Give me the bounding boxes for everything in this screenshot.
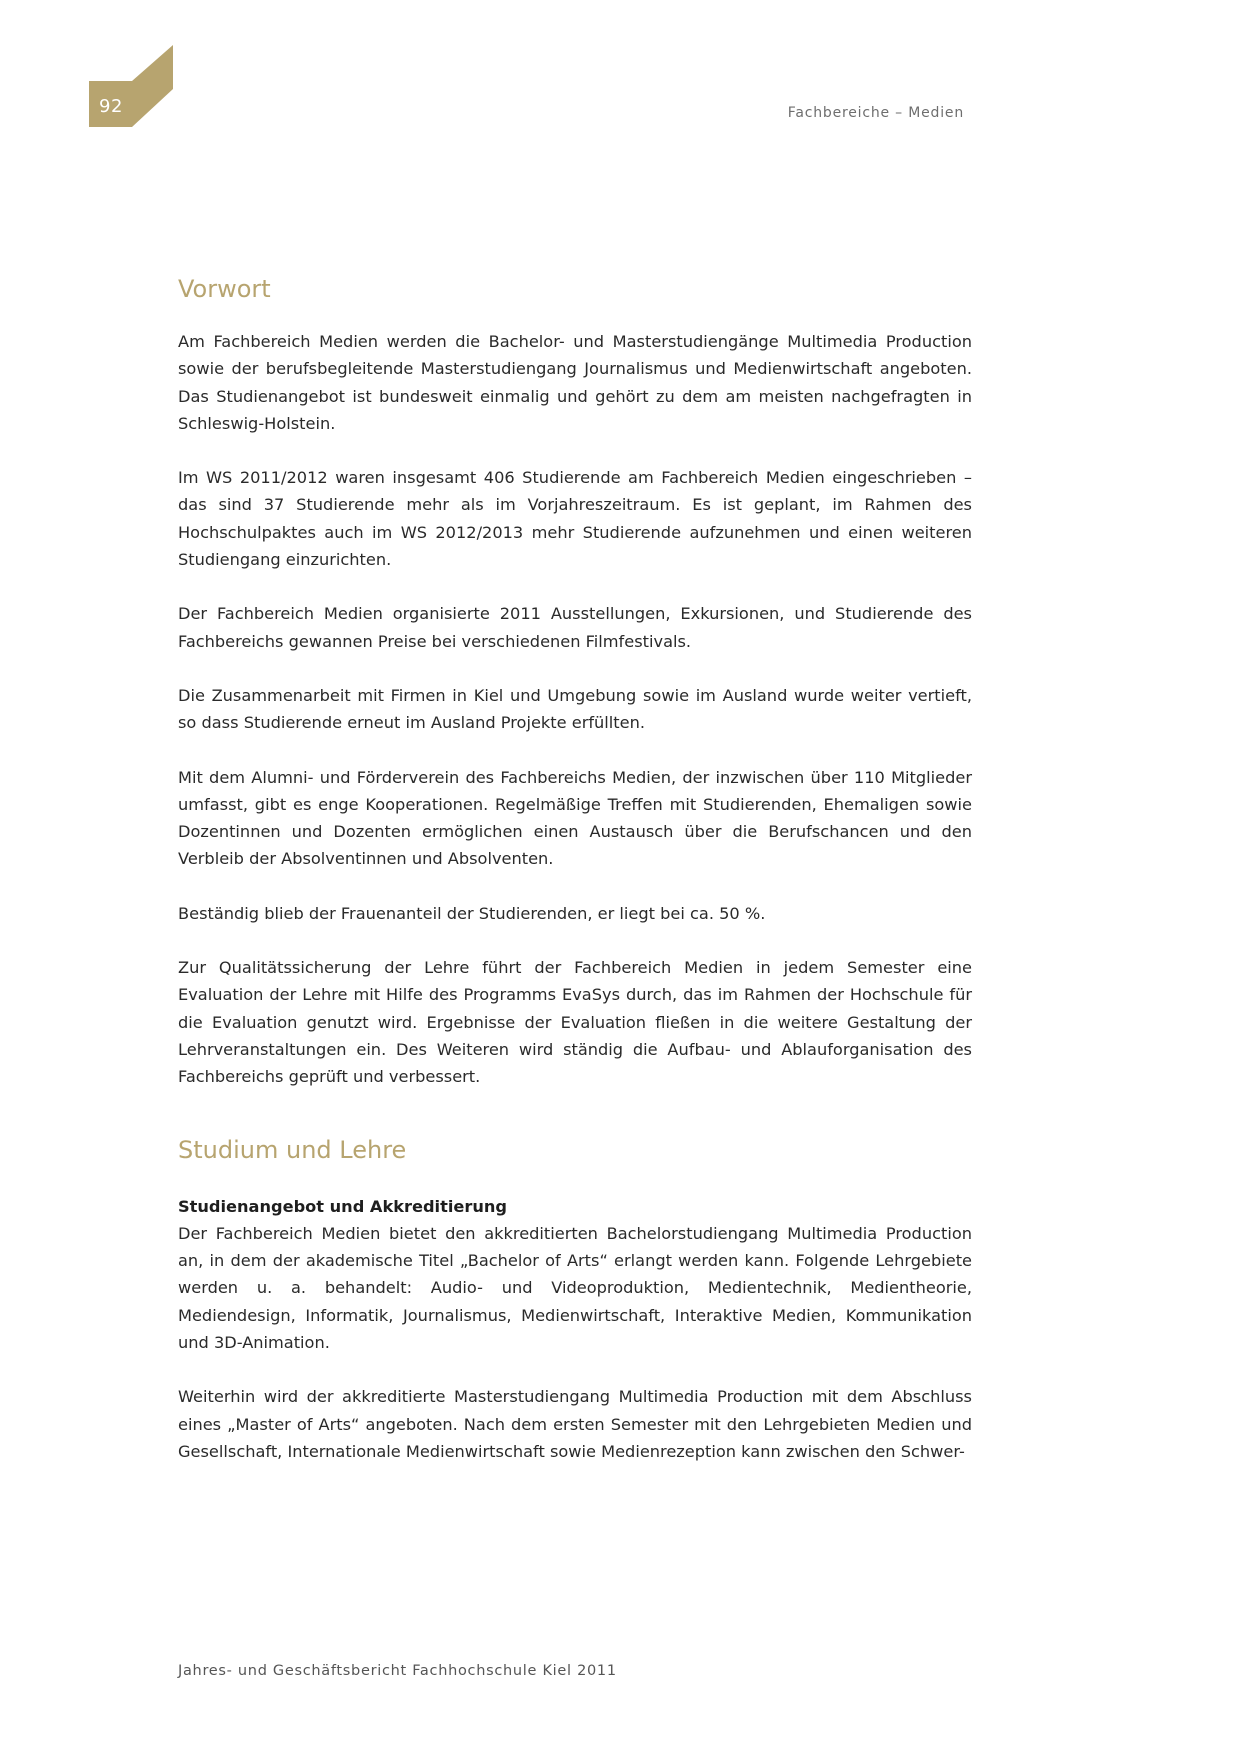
paragraph: Die Zusammenarbeit mit Firmen in Kiel und Umgebung sowie im Ausland wurde weiter vertieft, so dass Studierende erneut im Ausland Projekte erfüllten.: [178, 685, 972, 733]
main-content: [178, 272, 972, 1492]
paragraph: Der Fachbereich Medien organisierte 2011 Ausstellungen, Exkursionen, und Studierende des Fachbereichs gewannen Preise bei verschiedenen Filmfestivals.: [178, 604, 972, 651]
paragraph: Beständig blieb der Frauenanteil der Studierenden, er liegt bei ca. 50 %.: [178, 903, 766, 923]
paragraph: Der Fachbereich Medien bietet den akkreditierten Bachelorstudiengang Multimedia Production an, in dem der akademische Titel „Bachelor of Arts“ erlangt werden kann. Folgende Lehrgebiete werden u. a. behandelt: Audio- und Videoproduktion, Medientechnik, Medientheorie, Mediendesign, Informatik, Journalismus, Medienwirtschaft, Interaktive Medien, Kommunikation und 3D-Animation.: [178, 1223, 972, 1353]
page-footer: Jahres- und Geschäftsbericht Fachhochschule Kiel 2011: [178, 1663, 617, 1679]
subheading: Studienangebot und Akkreditierung: [178, 1196, 507, 1216]
paragraph: Zur Qualitätssicherung der Lehre führt der Fachbereich Medien in jedem Semester eine Evaluation der Lehre mit Hilfe des Programms EvaSys durch, das im Rahmen der Hochschule für die Evaluation genutzt wird. Ergebnisse der Evaluation fließen in die weitere Gestaltung der Lehrveranstaltungen ein. Des Weiteren wird ständig die Aufbau- und Ablauforganisation des Fachbereichs geprüft und verbessert.: [178, 958, 972, 1087]
paragraph: Im WS 2011/2012 waren insgesamt 406 Studierende am Fachbereich Medien eingeschrieben – das sind 37 Studierende mehr als im Vorjahreszeitraum. Es ist geplant, im Rahmen des Hochschulpaktes auch im WS 2012/2013 mehr Studierende aufzunehmen und einen weiteren Studiengang einzurichten.: [178, 468, 972, 570]
section-heading-vorwort: Vorwort: [178, 275, 271, 303]
paragraph: Weiterhin wird der akkreditierte Masterstudiengang Multimedia Production mit dem Abschluss eines „Master of Arts“ angeboten. Nach dem ersten Semester mit den Lehrgebieten Medien und Gesellschaft, Internationale Medienwirtschaft sowie Medienrezeption kann zwischen den Schwer-: [178, 1387, 972, 1461]
section-heading-studium: Studium und Lehre: [178, 1135, 407, 1164]
running-head: Fachbereiche – Medien: [787, 105, 964, 121]
paragraph: Am Fachbereich Medien werden die Bachelor- und Masterstudiengänge Multimedia Production sowie der berufsbegleitende Masterstudiengang Journalismus und Medienwirtschaft angeboten. Das Studienangebot ist bundesweit einmalig und gehört zu dem am meisten nachgefragten in Schleswig-Holstein.: [178, 332, 972, 433]
page-number: 92: [99, 96, 123, 117]
paragraph: Mit dem Alumni- und Förderverein des Fachbereichs Medien, der inzwischen über 110 Mitglieder umfasst, gibt es enge Kooperationen. Regelmäßige Treffen mit Studierenden, Ehemaligen sowie Dozentinnen und Dozenten ermöglichen einen Austausch über die Berufschancen und den Verbleib der Absolventinnen und Absolventen.: [178, 767, 972, 869]
